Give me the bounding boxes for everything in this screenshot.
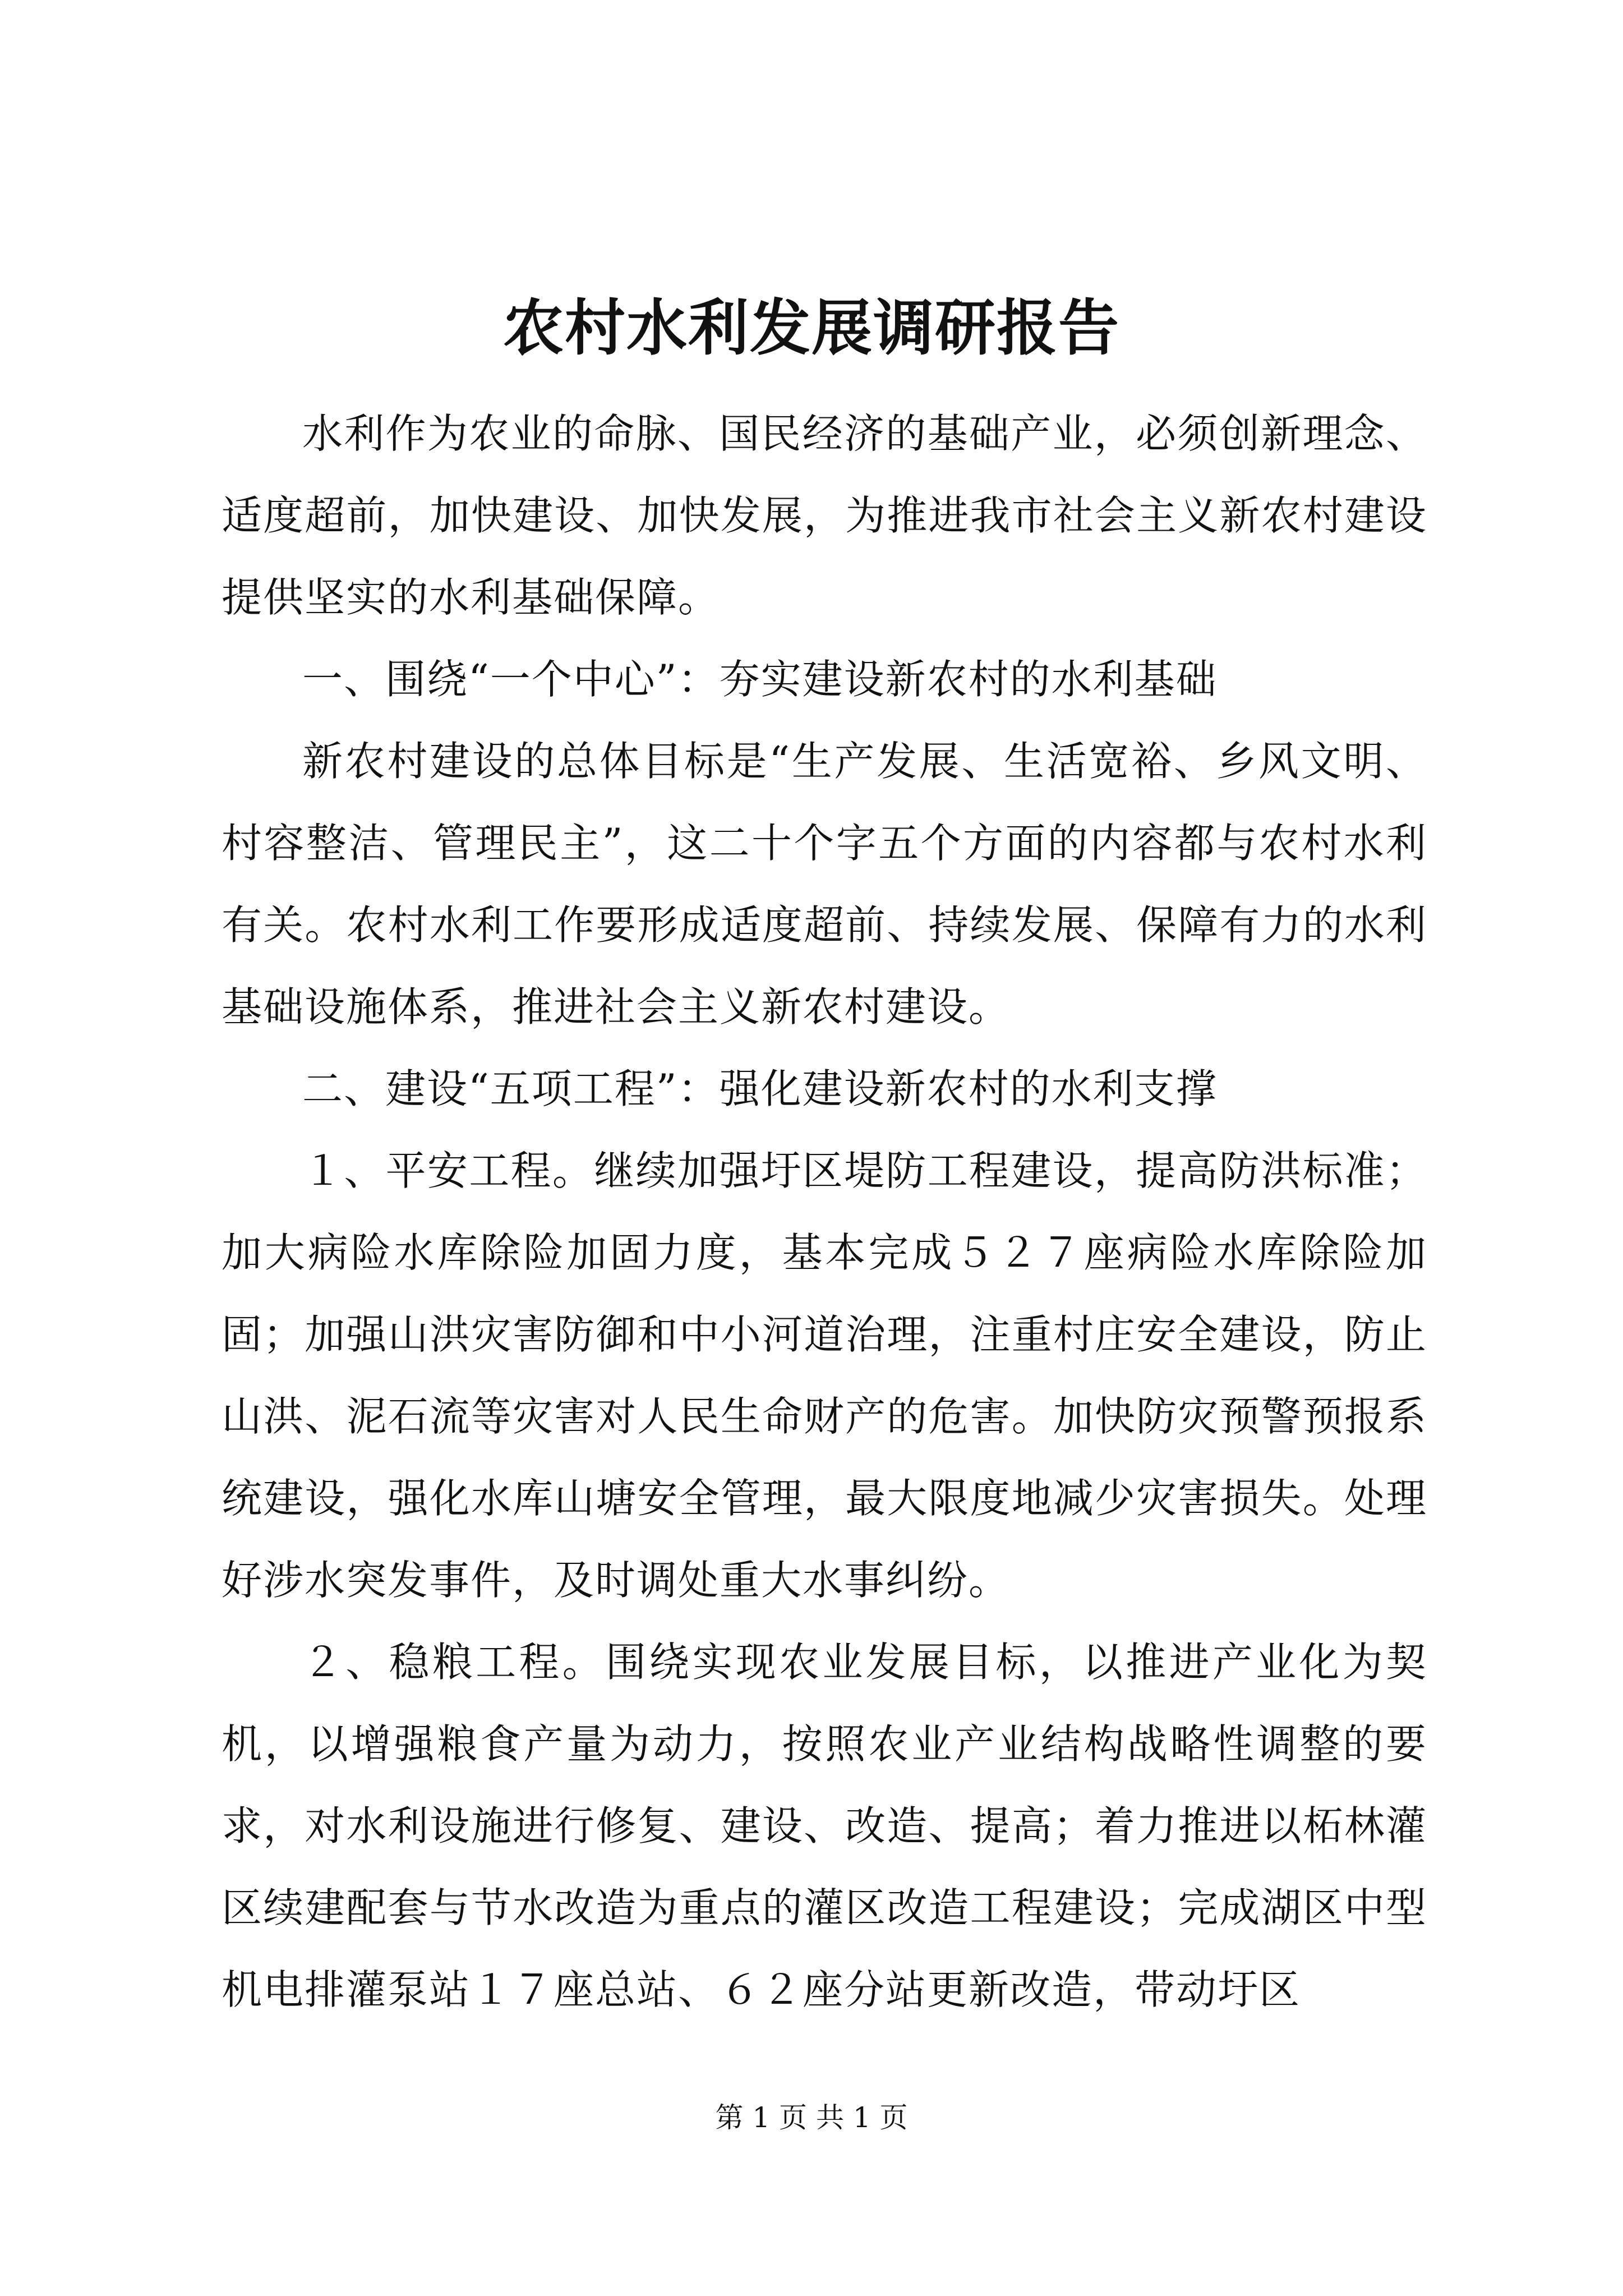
section-heading-two: 二、建设“五项工程”：强化建设新农村的水利支撑 <box>302 1065 1218 1112</box>
paragraph-intro: 水利作为农业的命脉、国民经济的基础产业，必须创新理念、适度超前，加快建设、加快发展，为推进我市社会主义新农村建设提供坚实的水利基础保障。 <box>222 410 1427 621</box>
paragraph-item-two: ２、稳粮工程。围绕实现农业发展目标，以推进产业化为契机，以增强粮食产量为动力，按照农业产业结构战略性调整的要求，对水利设施进行修复、建设、改造、提高；着力推进以柘林灌区续建配套与节水改造为重点的灌区改造工程建设；完成湖区中型机电排灌泵站１７座总站、６２座分站更新改造，带动圩区 <box>222 1639 1427 2013</box>
document-body <box>222 393 1427 2031</box>
paragraph-item-one: １、平安工程。继续加强圩区堤防工程建设，提高防洪标准；加大病险水库除险加固力度，基本完成５２７座病险水库除险加固；加强山洪灾害防御和中小河道治理，注重村庄安全建设，防止山洪、泥石流等灾害对人民生命财产的危害。加快防灾预警预报系统建设，强化水库山塘安全管理，最大限度地减少灾害损失。处理好涉水突发事件，及时调处重大水事纠纷。 <box>222 1147 1427 1604</box>
paragraph-section-one: 新农村建设的总体目标是“生产发展、生活宽裕、乡风文明、村容整洁、管理民主”，这二十个字五个方面的内容都与农村水利有关。农村水利工作要形成适度超前、持续发展、保障有力的水利基础设施体系，推进社会主义新农村建设。 <box>222 738 1427 1030</box>
section-heading-one: 一、围绕“一个中心”：夯实建设新农村的水利基础 <box>302 656 1218 703</box>
document-title: 农村水利发展调研报告 <box>502 293 1120 364</box>
page-footer: 第 1 页 共 1 页 <box>715 2101 908 2134</box>
